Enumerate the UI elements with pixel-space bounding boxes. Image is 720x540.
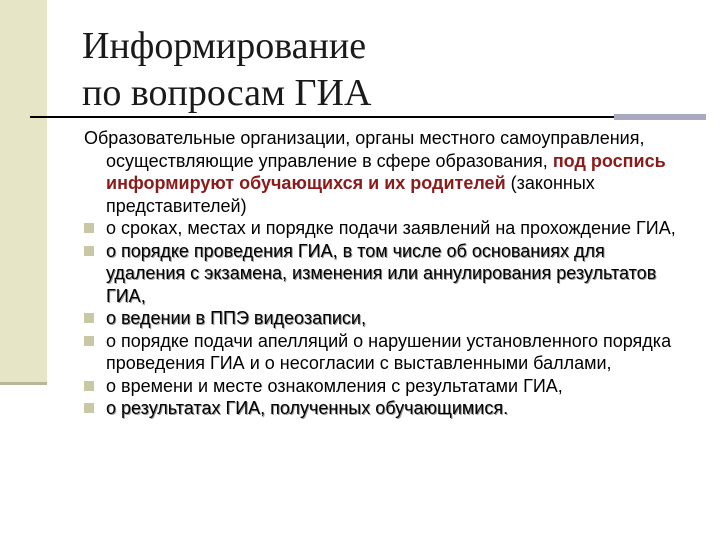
list-item-text: о порядке проведения ГИА, в том числе об основаниях для удаления с экзамена, изменения или аннулирования результатов ГИА, (106, 240, 657, 306)
square-bullet-icon (84, 403, 94, 413)
square-bullet-icon (84, 336, 94, 346)
intro-text-after: (законных представителей) (106, 173, 595, 216)
title-divider (30, 116, 615, 118)
square-bullet-icon (84, 313, 94, 323)
list-item-text: о времени и месте ознакомления с результатами ГИА, (106, 375, 563, 396)
intro-paragraph (84, 127, 684, 217)
slide-title (82, 23, 371, 117)
slide-body (84, 127, 684, 420)
slide-title-line-2: по вопросам ГИА (82, 72, 372, 114)
square-bullet-icon (84, 246, 94, 256)
square-bullet-icon (84, 223, 94, 233)
list-item (84, 397, 684, 420)
bullet-list (84, 217, 684, 420)
intro-emphasis: под роспись информируют обучающихся и их родителей (106, 150, 666, 193)
list-item (84, 330, 684, 375)
list-item-text: о сроках, местах и порядке подачи заявлений на прохождение ГИА, (106, 218, 676, 238)
list-item (84, 240, 684, 308)
list-item-text: о порядке подачи апелляций о нарушении установленного порядка проведения ГИА и о несогласии с выставленными баллами, (106, 330, 672, 373)
side-bar-divider (0, 382, 47, 385)
decorative-side-bar (0, 0, 47, 382)
list-item (84, 375, 684, 398)
title-divider-accent (614, 114, 706, 120)
list-item (84, 307, 684, 330)
square-bullet-icon (84, 381, 94, 391)
slide-title-line-1: Информирование (82, 25, 367, 67)
intro-text-before: Образовательные организации, органы местного самоуправления, осуществляющие управление в сфере образования, (84, 128, 645, 171)
list-item-text: о результатах ГИА, полученных обучающимися. (106, 398, 509, 418)
list-item (84, 217, 684, 240)
list-item-text: о ведении в ППЭ видеозаписи, (106, 308, 366, 328)
